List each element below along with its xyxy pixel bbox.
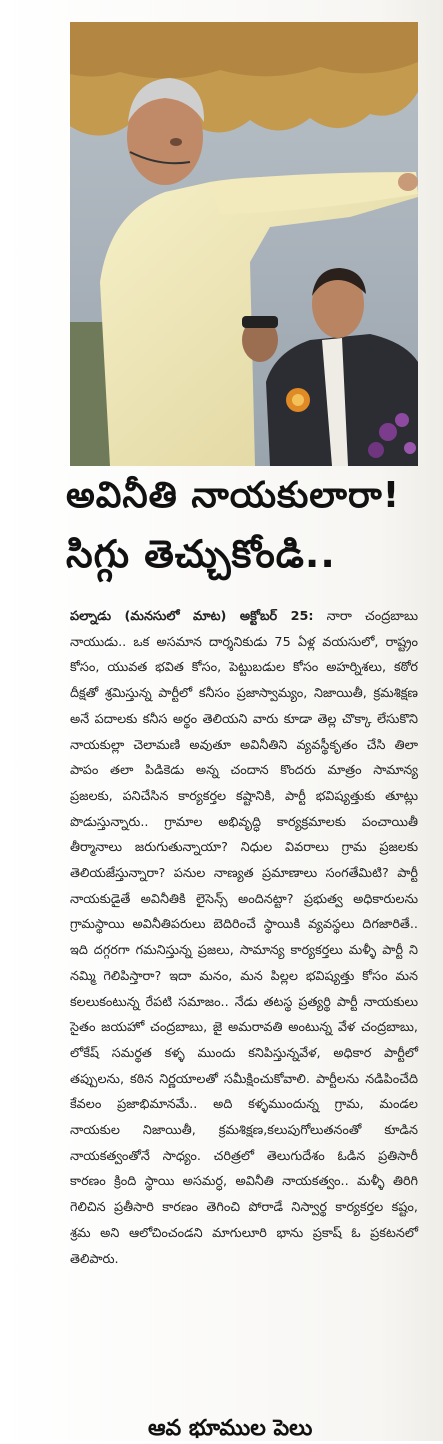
- article-text: నారా చంద్రబాబు నాయుడు.. ఒక అసమాన దార్శనికుడు 75 ఏళ్ల వయసులో, రాష్ట్రం కోసం, యువత భవిత కోసం, పెట్టుబడుల కోసం అహర్నిశలు, కఠోర దీక్షతో శ్రమిస్తున్న పార్టీలో కనీసం ప్రజాస్వామ్యం, నిజాయితీ, క్రమశిక్షణ అనే పదాలకు కనీస అర్థం తెలియని వారు కూడా తెల్ల చొక్కా లేసుకొని నాయకుల్లా చెలామణి అవుతూ అవినీతిని వ్యవస్థీకృతం చేసి తిలా పాపం తలా పిడికెడు అన్న చందాన కొందరు మాత్రం సామాన్య ప్రజలకు, పనిచేసిన కార్యకర్తల కష్టానికి, పార్టీ భవిష్యత్తుకు తూట్లు పొడుస్తున్నారు.. గ్రామాల అభివృద్ధి కార్యక్రమాలకు పంచాయితీ తీర్మానాలు జరుగుతున్నాయా? నిధుల వివరాలు గ్రామ ప్రజలకు తెలియజేస్తున్నారా? పనుల నాణ్యత ప్రమాణాలు సంగతేమిటి? పార్టీ నాయకుడైతే అవినీతికి లైసెన్స్ అందినట్టా? ప్రభుత్వ అధికారులను గ్రామస్థాయి అవినీతిపరులు బెదిరించే స్థాయికి వ్యవస్థలు దిగజారితే.. ఇది దగ్గరగా గమనిస్తున్న ప్రజలు, సామాన్య కార్యకర్తలు మళ్ళీ పార్టీ ని నమ్మి గెలిపిస్తారా? ఇదా మనం, మన పిల్లల భవిష్యత్తు కోసం మన కలలుకంటున్న రేపటి సమాజం.. నేడు తటస్థ ప్రత్యర్థి పార్టీ నాయకులు సైతం జయహో చంద్రబాబు, జై అమరావతి అంటున్న వేళ చంద్రబాబు, లోకేష్ సమర్థత కళ్ళ ముందు కనిపిస్తున్నవేళ, అధికార పార్టీలో తప్పులను, కఠిన నిర్ణయాలతో సమీక్షించుకోవాలి. పార్టీలను నడిపించేది కేవలం ప్రజాభిమానమే.. అది కళ్ళముందున్న గ్రామ, మండల నాయకుల నిజాయితీ, క్రమశిక్షణ,కలుపుగోలుతనంతో కూడిన నాయకత్వంతోనే సాధ్యం. చరిత్రలో తెలుగుదేశం ఓడిన ప్రతిసారీ కారణం క్రింది స్థాయి అసమర్ధ, అవినీతి నాయకత్వం.. మళ్ళీ తిరిగి గెలిచిన ప్రతీసారి కారణం తెగించి పోరాడే నిస్వార్థ కార్యకర్తల కష్టం, శ్రమ అని ఆలోచించండని మాగులూరి భాను ప్రకాష్ ఓ ప్రకటనలో తెలిపారు.: [70, 609, 419, 1267]
- article-body: [70, 604, 418, 1272]
- news-photo-illustration: [70, 22, 418, 466]
- next-article-headline: ఆవ భూముల పెలు: [148, 1416, 313, 1441]
- headline-line-1: అవినీతి నాయకులారా!: [66, 475, 401, 516]
- headline-line-2: సిగ్గు తెచ్చుకోండి..: [66, 532, 336, 576]
- news-photo: [70, 22, 418, 466]
- article-dateline: పల్నాడు (మనసులో మాట) అక్టోబర్ 25:: [70, 609, 314, 624]
